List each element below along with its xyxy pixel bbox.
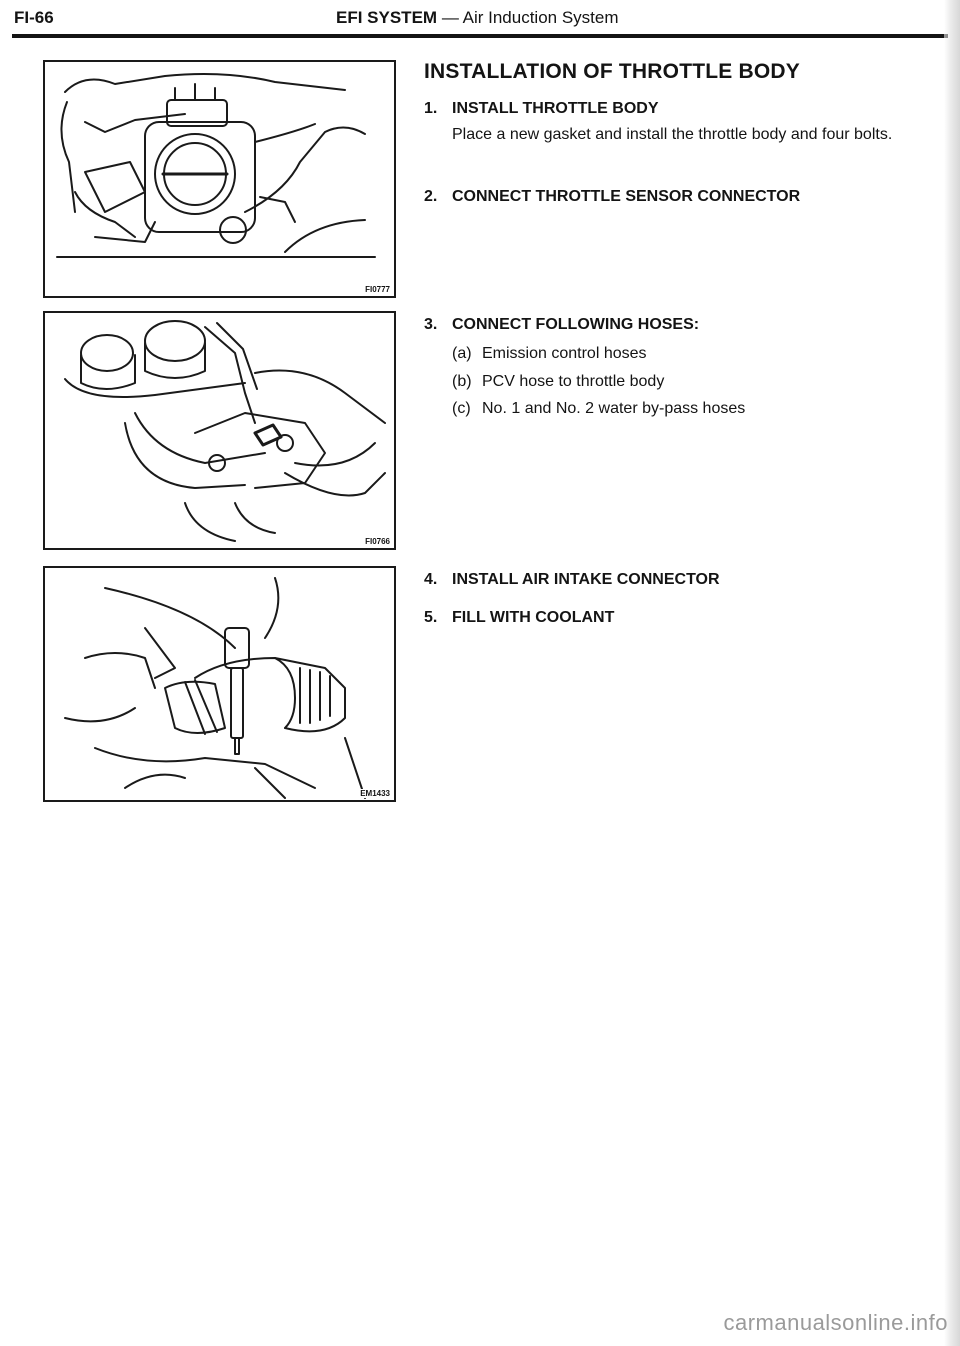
item-text: PCV hose to throttle body: [482, 373, 665, 390]
step-5: [424, 609, 614, 627]
step-2: [424, 188, 800, 206]
step-3-item-a: [452, 345, 647, 363]
section-heading: INSTALLATION OF THROTTLE BODY: [424, 60, 800, 83]
figure-throttle-body: [43, 60, 396, 298]
page-header: [12, 6, 948, 34]
step-number: 2.: [424, 188, 438, 205]
step-number: 5.: [424, 609, 438, 626]
step-number: 4.: [424, 571, 438, 588]
figure-code: EM1433: [360, 789, 390, 798]
step-1: [424, 100, 659, 118]
scan-edge-shadow: [944, 0, 960, 1346]
step-3: [424, 316, 699, 334]
step-title: CONNECT FOLLOWING HOSES:: [452, 316, 700, 333]
title-dash: —: [441, 8, 459, 27]
figure-code: FI0766: [365, 537, 390, 546]
step-title: INSTALL THROTTLE BODY: [452, 100, 659, 117]
section-title: [336, 8, 619, 28]
item-label: (a): [452, 345, 472, 362]
header-rule: [12, 34, 948, 38]
figure-air-intake: [43, 566, 396, 802]
step-3-item-c: [452, 400, 745, 418]
item-label: (b): [452, 373, 472, 390]
page-code: FI-66: [14, 8, 54, 27]
step-3-item-b: [452, 373, 664, 391]
step-1-text: Place a new gasket and install the throttle body and four bolts.: [452, 126, 893, 143]
step-title: FILL WITH COOLANT: [452, 609, 615, 626]
step-number: 1.: [424, 100, 438, 117]
watermark: carmanualsonline.info: [723, 1310, 948, 1335]
step-4: [424, 571, 720, 589]
throttle-body-install-illustration: [45, 62, 394, 296]
figure-hoses: [43, 311, 396, 550]
hoses-connection-illustration: [45, 313, 394, 548]
item-label: (c): [452, 400, 471, 417]
step-number: 3.: [424, 316, 438, 333]
system-name: EFI SYSTEM: [336, 8, 438, 27]
subsystem-name: Air Induction System: [462, 8, 619, 27]
item-text: No. 1 and No. 2 water by-pass hoses: [482, 400, 746, 417]
item-text: Emission control hoses: [482, 345, 647, 362]
figure-code: FI0777: [365, 285, 390, 294]
air-intake-connector-illustration: [45, 568, 394, 800]
step-title: INSTALL AIR INTAKE CONNECTOR: [452, 571, 720, 588]
step-title: CONNECT THROTTLE SENSOR CONNECTOR: [452, 188, 801, 205]
